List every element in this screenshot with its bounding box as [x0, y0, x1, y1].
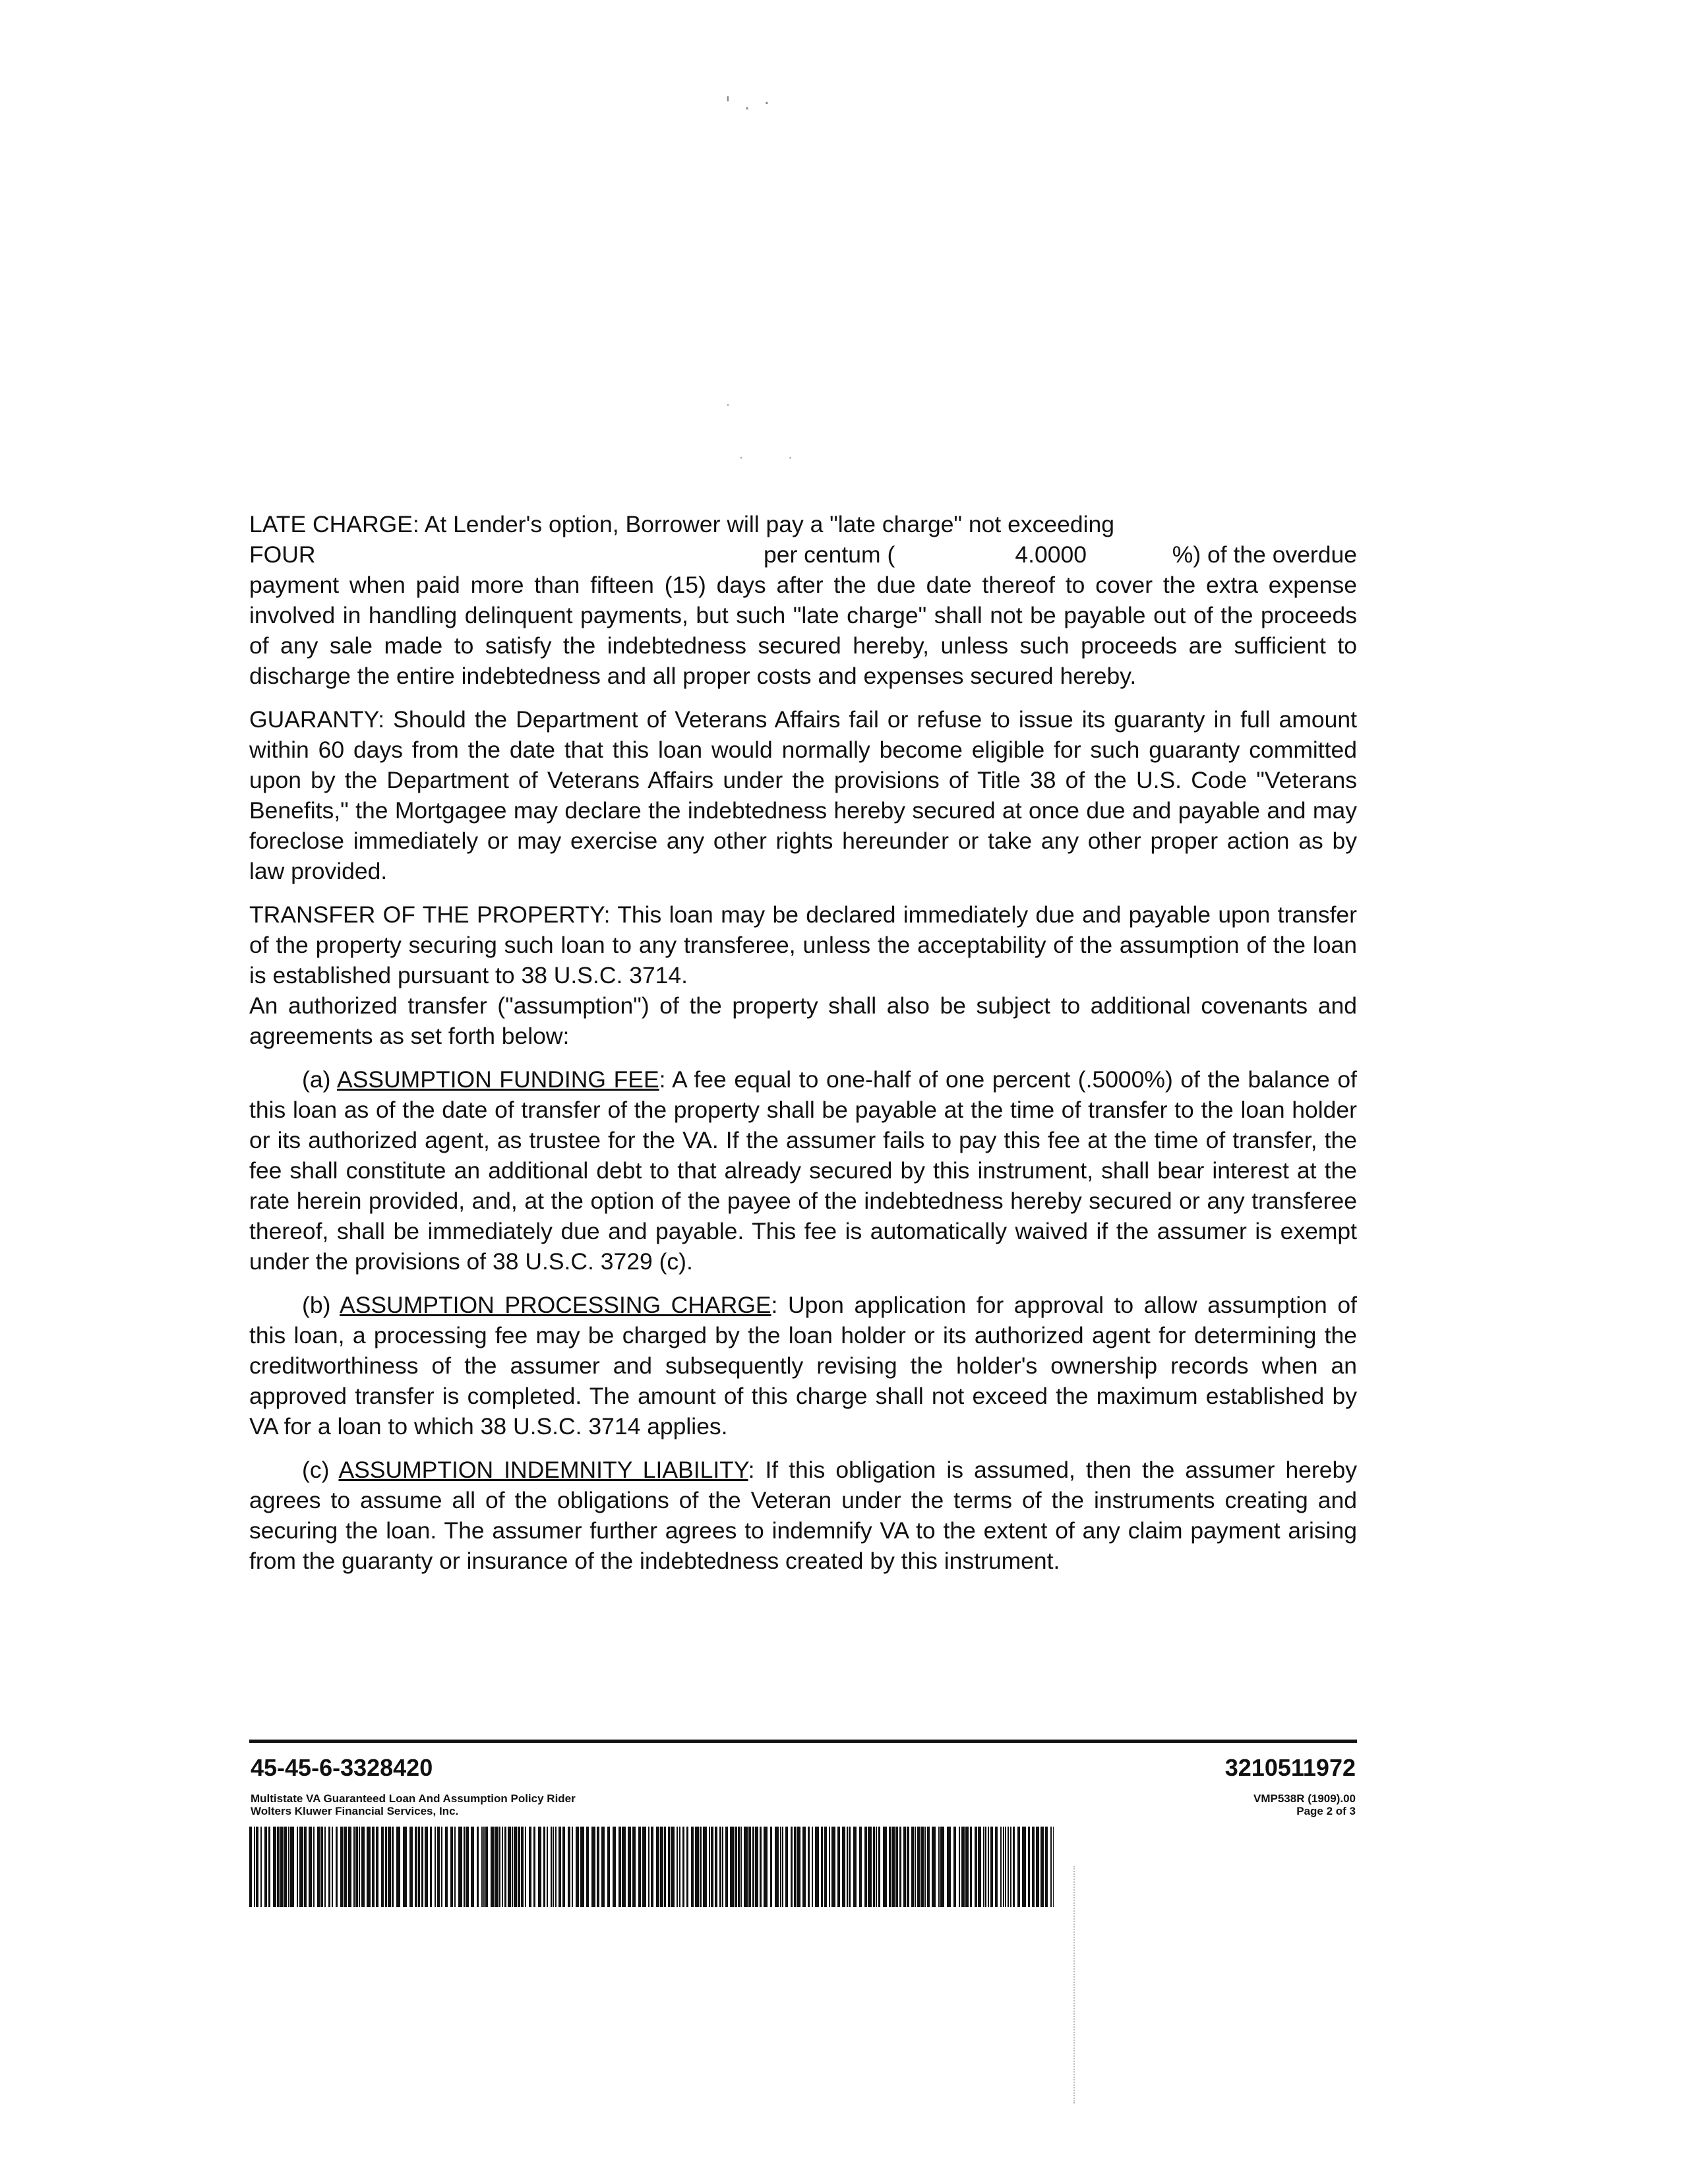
barcode-bar: [764, 1827, 768, 1907]
barcode-bar: [361, 1827, 365, 1907]
barcode-bar: [782, 1827, 783, 1907]
barcode-bar: [656, 1827, 659, 1907]
barcode-bar: [920, 1827, 924, 1907]
barcode-bar: [538, 1827, 541, 1907]
barcode-bar: [990, 1827, 993, 1907]
barcode-bar: [284, 1827, 287, 1907]
barcode-bar: [748, 1827, 751, 1907]
assumption-processing-charge-paragraph: [249, 1290, 1357, 1441]
barcode-bar: [597, 1827, 599, 1907]
barcode-bar: [297, 1827, 298, 1907]
barcode-bar: [671, 1827, 675, 1907]
item-a-title: ASSUMPTION FUNDING FEE: [337, 1066, 659, 1093]
barcode-bar: [829, 1827, 830, 1907]
barcode-bar: [660, 1827, 663, 1907]
barcode-bar: [873, 1827, 875, 1907]
barcode-bar: [1005, 1827, 1006, 1907]
barcode-bar: [895, 1827, 898, 1907]
barcode-bar: [738, 1827, 740, 1907]
form-name-line2: Wolters Kluwer Financial Services, Inc.: [251, 1805, 459, 1817]
barcode-bar: [392, 1827, 394, 1907]
barcode-bar: [959, 1827, 960, 1907]
barcode-bar: [932, 1827, 936, 1907]
barcode-bar: [521, 1827, 524, 1907]
barcode-bar: [256, 1827, 258, 1907]
barcode-bar: [686, 1827, 688, 1907]
footer-rule: [249, 1740, 1357, 1743]
barcode-bar: [264, 1827, 267, 1907]
barcode-bar: [911, 1827, 914, 1907]
barcode-bar: [808, 1827, 810, 1907]
barcode-bar: [1010, 1827, 1011, 1907]
barcode-bar: [403, 1827, 407, 1907]
barcode-bar: [485, 1827, 488, 1907]
item-b-title: ASSUMPTION PROCESSING CHARGE: [340, 1292, 771, 1318]
barcode-bar: [458, 1827, 462, 1907]
barcode-bar: [518, 1827, 520, 1907]
barcode-bar: [975, 1827, 977, 1907]
barcode-bar: [780, 1827, 781, 1907]
barcode-bar: [1050, 1827, 1052, 1907]
late-charge-per-centum: per centum (: [764, 541, 895, 568]
barcode-bar: [309, 1827, 312, 1907]
barcode-bar: [277, 1827, 280, 1907]
barcode-bar: [917, 1827, 920, 1907]
barcode-bar: [668, 1827, 670, 1907]
form-code: [1253, 1792, 1356, 1817]
item-a-text: : A fee equal to one-half of one percent (.5000%) of the balance of this loan as of the date of transfer of the property shall be payable at the time of transfer to the loan holder or its authorized agent, as trustee for the VA. If the assumer fails to pay this fee at the time of transfer, the fee shall constitute an additional debt to that already secured by this instrument, shall bear interest at the rate herein provided, and, at the option of the payee of the indebtedness hereby secured or any transferee thereof, shall be immediately due and payable. This fee is automatically waived if the assumer is exempt under the provisions of 38 U.S.C. 3729 (c).: [249, 1066, 1358, 1275]
late-charge-rate-number: 4.0000: [1015, 541, 1087, 568]
barcode-bar: [601, 1827, 605, 1907]
item-b-prefix: (b): [302, 1292, 340, 1318]
barcode-bar: [495, 1827, 498, 1907]
barcode-bar: [425, 1827, 428, 1907]
barcode-bar: [396, 1827, 400, 1907]
barcode-bar: [372, 1827, 375, 1907]
barcode-bar: [498, 1827, 500, 1907]
item-c-prefix: (c): [302, 1457, 339, 1483]
document-number: 3210511972: [1224, 1754, 1356, 1781]
barcode-bar: [892, 1827, 895, 1907]
barcode-bar: [249, 1827, 252, 1907]
barcode-bar: [491, 1827, 495, 1907]
barcode-bar: [947, 1827, 951, 1907]
barcode-bar: [725, 1827, 728, 1907]
late-charge-rest: payment when paid more than fifteen (15) days after the due date thereof to cover the extra expense involved in handling delinquent payments, but such "late charge" shall not be payable out of the proceeds of any sale made to satisfy the indebtedness secured hereby, unless such proceeds are sufficient to discharge the entire indebtedness and all proper costs and expenses secured hereby.: [249, 572, 1357, 689]
barcode-bar: [551, 1827, 552, 1907]
barcode-bar: [502, 1827, 503, 1907]
barcode-bar: [642, 1827, 646, 1907]
item-a-prefix: (a): [302, 1066, 338, 1093]
barcode-bar: [290, 1827, 294, 1907]
barcode-bar: [824, 1827, 827, 1907]
barcode-bar: [254, 1827, 255, 1907]
barcode-bar: [355, 1827, 358, 1907]
barcode-bar: [953, 1827, 956, 1907]
barcode-bar: [847, 1827, 848, 1907]
barcode-bar: [703, 1827, 707, 1907]
barcode-bar: [883, 1827, 887, 1907]
barcode-bar: [512, 1827, 513, 1907]
barcode-bar: [553, 1827, 554, 1907]
barcode-bar: [280, 1827, 284, 1907]
barcode-bar: [430, 1827, 432, 1907]
barcode-bar: [719, 1827, 721, 1907]
rider-body: [249, 509, 1357, 1589]
barcode-bar: [677, 1827, 678, 1907]
barcode-bar: [299, 1827, 303, 1907]
barcode-bar: [740, 1827, 742, 1907]
transfer-paragraph-2: An authorized transfer ("assumption") of the property shall also be subject to additional covenants and agreements as set forth below:: [249, 992, 1357, 1049]
barcode-bar: [821, 1827, 823, 1907]
loan-number: 45-45-6-3328420: [251, 1754, 433, 1781]
barcode-bar: [1008, 1827, 1009, 1907]
barcode-bar: [760, 1827, 762, 1907]
late-charge-paragraph: [249, 509, 1357, 691]
barcode-bar: [1017, 1827, 1020, 1907]
barcode-bar: [514, 1827, 517, 1907]
barcode-bar: [983, 1827, 984, 1907]
barcode-bar: [849, 1827, 851, 1907]
form-name-line1: Multistate VA Guaranteed Loan And Assumption Policy Rider: [251, 1792, 576, 1805]
barcode-bar: [359, 1827, 360, 1907]
barcode-bar: [775, 1827, 779, 1907]
barcode-bar: [651, 1827, 653, 1907]
barcode-bar: [868, 1827, 872, 1907]
barcode-bar: [533, 1827, 535, 1907]
barcode-bar: [899, 1827, 901, 1907]
barcode-bar: [995, 1827, 998, 1907]
barcode-bar: [648, 1827, 649, 1907]
barcode-bar: [1000, 1827, 1002, 1907]
guaranty-paragraph: GUARANTY: Should the Department of Veterans Affairs fail or refuse to issue its guaranty in full amount within 60 days from the date that this loan would normally become eligible for such guaranty committed upon by the Department of Veterans Affairs under the provisions of Title 38 of the U.S. Code "Veterans Benefits," the Mortgagee may declare the indebtedness hereby secured at once due and payable and may foreclose immediately or may exercise any other rights hereunder or take any other proper action as by law provided.: [249, 706, 1357, 884]
barcode-bar: [543, 1827, 545, 1907]
barcode-bar: [586, 1827, 589, 1907]
barcode-bar: [837, 1827, 840, 1907]
barcode-bar: [1045, 1827, 1048, 1907]
barcode-bar: [679, 1827, 680, 1907]
barcode-bar: [802, 1827, 806, 1907]
barcode-bar: [878, 1827, 880, 1907]
barcode-bar: [770, 1827, 772, 1907]
barcode-bar: [555, 1827, 557, 1907]
scan-specks: ' . ·: [725, 92, 774, 114]
barcode-bar: [437, 1827, 440, 1907]
form-name: [251, 1792, 576, 1817]
barcode-bar: [613, 1827, 616, 1907]
barcode-bar: [812, 1827, 813, 1907]
barcode-bar: [965, 1827, 969, 1907]
barcode-bar: [700, 1827, 702, 1907]
barcode-bar: [483, 1827, 485, 1907]
barcode-bar: [260, 1827, 262, 1907]
barcode-bar: [1028, 1827, 1030, 1907]
barcode-bar: [940, 1827, 944, 1907]
barcode-bar: [632, 1827, 636, 1907]
barcode-bar: [454, 1827, 456, 1907]
barcode-bar: [797, 1827, 800, 1907]
barcode-bar: [622, 1827, 626, 1907]
barcode-bar: [682, 1827, 684, 1907]
barcode-bar: [744, 1827, 748, 1907]
barcode-bar: [988, 1827, 989, 1907]
barcode-bar: [1036, 1827, 1039, 1907]
transfer-paragraph: TRANSFER OF THE PROPERTY: This loan may be declared immediately due and payable upon transfer of the property securing such loan to any transferee, unless the acceptability of the assumption of the loan is established pursuant to 38 U.S.C. 3714.: [249, 901, 1357, 988]
assumption-funding-fee-paragraph: [249, 1064, 1357, 1277]
item-c-text: : If this obligation is assumed, then the assumer hereby agrees to assume all of the obligations of the Veteran under the terms of the instruments creating and securing the loan. The assumer further agrees to indemnify VA to the extent of any claim payment arising from the guaranty or insurance of the indebtedness created by this instrument.: [249, 1457, 1357, 1574]
barcode-bar: [794, 1827, 796, 1907]
barcode-bar: [409, 1827, 413, 1907]
barcode-bar: [580, 1827, 584, 1907]
barcode-bar: [985, 1827, 986, 1907]
barcode-bar: [529, 1827, 531, 1907]
barcode-bar: [353, 1827, 355, 1907]
barcode-bar: [1032, 1827, 1035, 1907]
barcode-bar: [558, 1827, 561, 1907]
barcode-bar: [755, 1827, 758, 1907]
barcode-bar: [1022, 1827, 1026, 1907]
barcode-bar: [273, 1827, 276, 1907]
barcode-bar: [324, 1827, 326, 1907]
barcode-bar: [1003, 1827, 1004, 1907]
barcode-bar: [607, 1827, 610, 1907]
barcode-bar: [691, 1827, 694, 1907]
barcode-bar: [1013, 1827, 1015, 1907]
barcode-bar: [695, 1827, 699, 1907]
barcode-bar: [889, 1827, 891, 1907]
barcode-bar: [842, 1827, 845, 1907]
barcode-bar: [978, 1827, 981, 1907]
page-number: Page 2 of 3: [1296, 1805, 1356, 1817]
barcode-bar: [441, 1827, 442, 1907]
late-charge-rate-tail: %) of the overdue: [1172, 541, 1357, 568]
barcode-bar: [859, 1827, 862, 1907]
barcode-bar: [450, 1827, 453, 1907]
barcode-bar: [572, 1827, 573, 1907]
barcode-bar: [927, 1827, 930, 1907]
barcode-bar: [348, 1827, 351, 1907]
barcode-bar: [628, 1827, 631, 1907]
item-c-title: ASSUMPTION INDEMNITY LIABILITY: [338, 1457, 748, 1483]
scan-dotted-line: [1073, 1866, 1076, 2104]
barcode-bar: [328, 1827, 330, 1907]
barcode-bar: [336, 1827, 338, 1907]
scan-specks: · ·: [738, 448, 813, 466]
form-code-text: VMP538R (1909).00: [1253, 1792, 1356, 1805]
barcode-bar: [313, 1827, 315, 1907]
scan-speck: ·: [725, 396, 731, 413]
barcode-bar: [785, 1827, 788, 1907]
barcode-bar: [961, 1827, 965, 1907]
barcode-bar: [815, 1827, 819, 1907]
barcode-bar: [508, 1827, 511, 1907]
barcode-bar: [752, 1827, 754, 1907]
barcode-bar: [344, 1827, 347, 1907]
barcode-bar: [791, 1827, 793, 1907]
barcode-bar: [907, 1827, 909, 1907]
barcode-bar: [415, 1827, 417, 1907]
barcode-bar: [332, 1827, 333, 1907]
barcode-bar: [915, 1827, 916, 1907]
barcode: [249, 1827, 1054, 1907]
barcode-bar: [385, 1827, 387, 1907]
barcode-bar: [268, 1827, 270, 1907]
barcode-bar: [938, 1827, 940, 1907]
barcode-bar: [435, 1827, 436, 1907]
barcode-bar: [735, 1827, 737, 1907]
barcode-bar: [525, 1827, 526, 1907]
barcode-bar: [831, 1827, 835, 1907]
barcode-bar: [445, 1827, 448, 1907]
late-charge-rate-line: [249, 539, 1357, 570]
barcode-bar: [388, 1827, 391, 1907]
barcode-bar: [903, 1827, 906, 1907]
barcode-bar: [562, 1827, 565, 1907]
barcode-bar: [568, 1827, 570, 1907]
barcode-bar: [924, 1827, 926, 1907]
late-charge-line1: LATE CHARGE: At Lender's option, Borrower will pay a "late charge" not exceeding: [249, 511, 1114, 537]
barcode-bar: [970, 1827, 972, 1907]
barcode-bar: [466, 1827, 469, 1907]
barcode-bar: [730, 1827, 734, 1907]
barcode-bar: [418, 1827, 420, 1907]
barcode-bar: [1053, 1827, 1054, 1907]
barcode-bar: [618, 1827, 621, 1907]
barcode-bar: [853, 1827, 857, 1907]
barcode-bar: [576, 1827, 579, 1907]
barcode-bar: [304, 1827, 307, 1907]
barcode-bar: [481, 1827, 483, 1907]
barcode-bar: [471, 1827, 474, 1907]
barcode-bar: [464, 1827, 465, 1907]
barcode-bar: [709, 1827, 710, 1907]
barcode-bar: [421, 1827, 423, 1907]
barcode-bar: [477, 1827, 479, 1907]
assumption-indemnity-liability-paragraph: [249, 1455, 1357, 1576]
barcode-bar: [715, 1827, 717, 1907]
barcode-bar: [864, 1827, 867, 1907]
barcode-bar: [1040, 1827, 1044, 1907]
barcode-bar: [591, 1827, 595, 1907]
barcode-bar: [320, 1827, 323, 1907]
barcode-bar: [317, 1827, 320, 1907]
barcode-bar: [288, 1827, 289, 1907]
barcode-bar: [638, 1827, 641, 1907]
barcode-bar: [367, 1827, 371, 1907]
barcode-bar: [664, 1827, 666, 1907]
late-charge-rate-words: FOUR: [249, 541, 316, 568]
barcode-bar: [711, 1827, 713, 1907]
barcode-bar: [381, 1827, 384, 1907]
barcode-bar: [340, 1827, 343, 1907]
barcode-bar: [376, 1827, 378, 1907]
barcode-bar: [876, 1827, 877, 1907]
barcode-bar: [547, 1827, 548, 1907]
item-b-text: : Upon application for approval to allow assumption of this loan, a processing fee may be charged by the loan holder or its authorized agent for determining the creditworthiness of the assumer and subsequently revising the holder's ownership records when an approved transfer is completed. The amount of this charge shall not exceed the maximum established by VA for a loan to which 38 U.S.C. 3714 applies.: [249, 1292, 1357, 1440]
barcode-bar: [504, 1827, 506, 1907]
barcode-bar: [722, 1827, 723, 1907]
